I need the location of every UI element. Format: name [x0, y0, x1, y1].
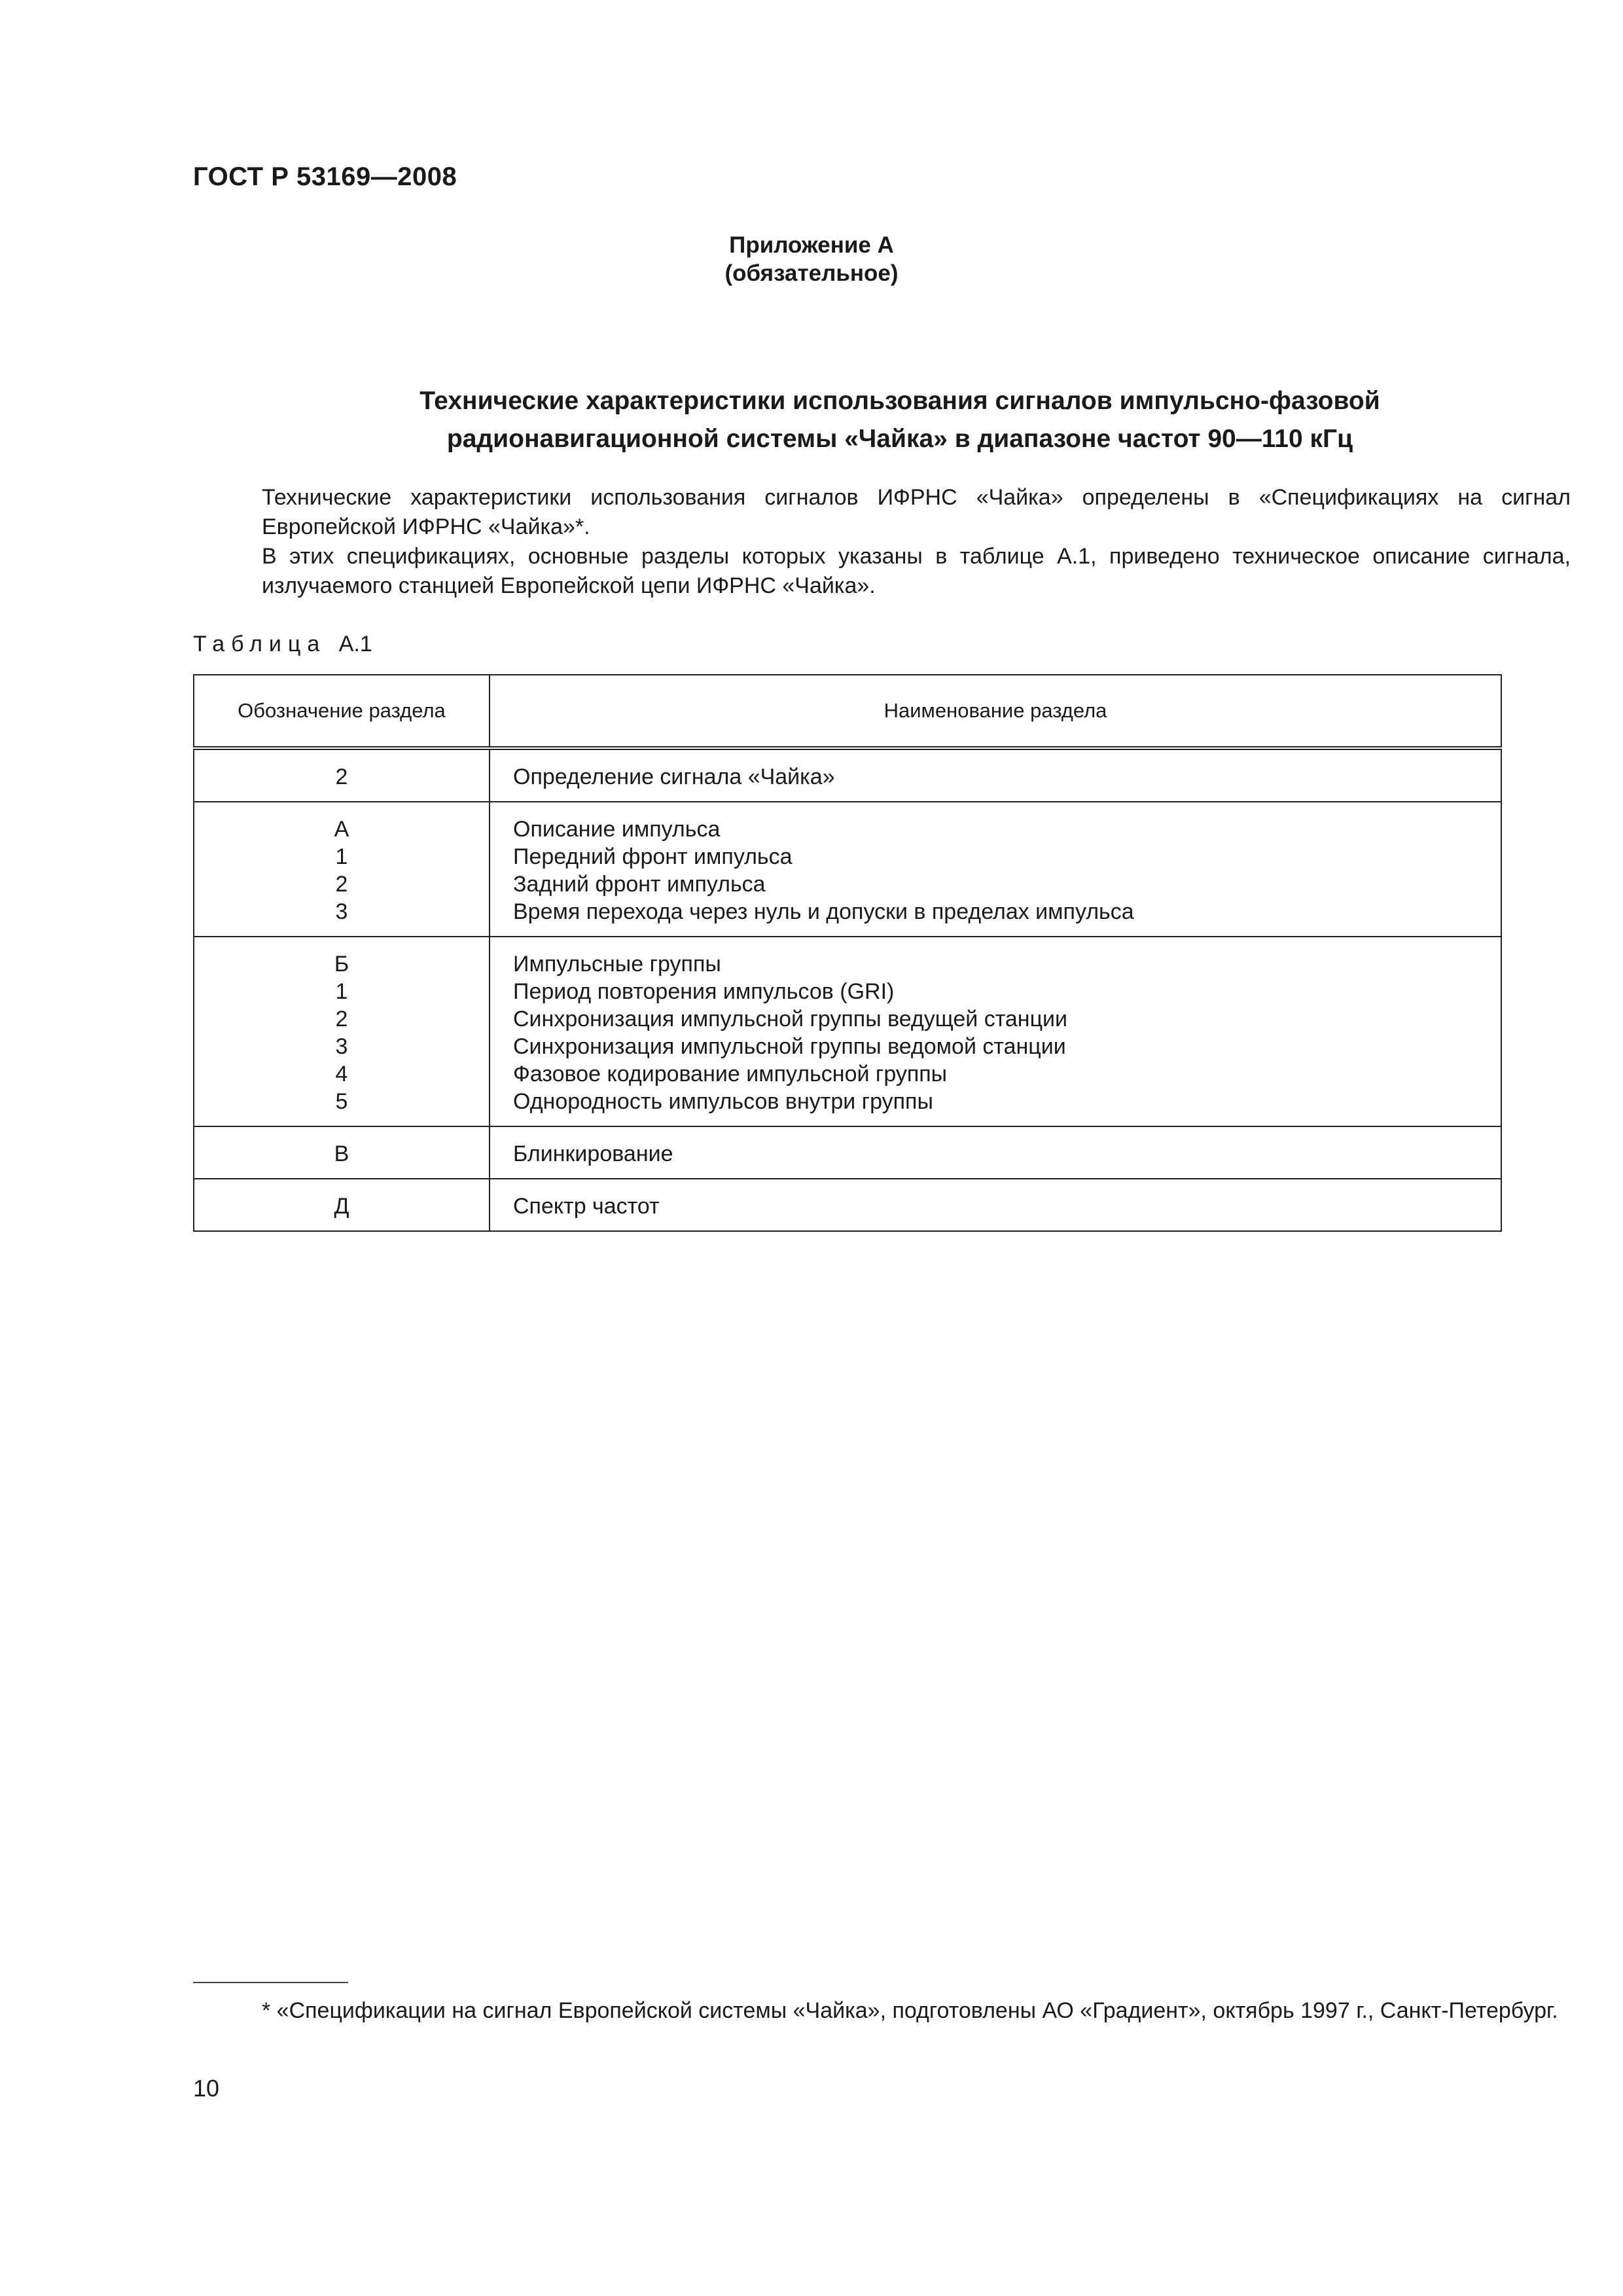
section-name-cell [490, 937, 1501, 1126]
section-name: Описание импульса [513, 817, 721, 842]
section-code: 2 [335, 764, 348, 789]
section-code-cell [194, 748, 490, 802]
footnote-divider [193, 1982, 348, 1983]
table-body [194, 748, 1501, 1231]
section-name: Задний фронт импульса [513, 872, 766, 897]
section-code: Б [334, 952, 349, 977]
header-section-code: Обозначение раздела [194, 675, 490, 748]
sections-table [193, 674, 1502, 1232]
paragraph-2: В этих спецификациях, основные разделы которых указаны в таблице А.1, приведено техническое описание сигнала, излучаемого станцией Европейской цепи ИФРНС «Чайка». [262, 544, 1571, 598]
table-caption-word: Таблица [193, 632, 327, 656]
section-name: Импульсные группы [513, 952, 721, 977]
section-code: В [334, 1141, 349, 1166]
section-name: Период повторения импульсов (GRI) [513, 979, 895, 1004]
section-code-cell [194, 802, 490, 937]
section-name-cell [490, 1126, 1501, 1179]
section-code-cell [194, 937, 490, 1126]
table-row [194, 1179, 1501, 1231]
footnote: * «Спецификации на сигнал Европейской системы «Чайка», подготовлены АО «Градиент», октябрь 1997 г., Санкт-Петербург. [262, 1998, 1558, 2023]
section-name-cell [490, 748, 1501, 802]
section-code: 2 [335, 1007, 348, 1031]
section-code: А [334, 817, 349, 842]
table-caption-number: А.1 [338, 632, 372, 656]
page-number: 10 [193, 2075, 220, 2102]
header-section-name: Наименование раздела [490, 675, 1501, 748]
section-name: Передний фронт импульса [513, 844, 793, 869]
section-code: 5 [335, 1089, 348, 1114]
section-name: Спектр частот [513, 1194, 660, 1219]
appendix-status: (обязательное) [724, 260, 899, 286]
section-name-cell [490, 1179, 1501, 1231]
table-row [194, 748, 1501, 802]
section-code: 2 [335, 872, 348, 897]
table-row [194, 937, 1501, 1126]
document-number: ГОСТ Р 53169—2008 [193, 162, 457, 191]
section-code: Д [334, 1194, 349, 1219]
section-code: 3 [335, 1034, 348, 1059]
section-code: 1 [335, 979, 348, 1004]
section-name: Блинкирование [513, 1141, 673, 1166]
section-name: Время перехода через нуль и допуски в пределах импульса [513, 899, 1134, 924]
section-name: Фазовое кодирование импульсной группы [513, 1062, 948, 1086]
section-heading [193, 382, 1607, 458]
section-code-cell [194, 1126, 490, 1179]
heading-line-2: радионавигационной системы «Чайка» в диапазоне частот 90—110 кГц [446, 425, 1353, 453]
table-caption [193, 632, 372, 657]
section-name: Синхронизация импульсной группы ведомой станции [513, 1034, 1066, 1059]
section-name: Однородность импульсов внутри группы [513, 1089, 933, 1114]
table-row [194, 1126, 1501, 1179]
table-header-row [194, 675, 1501, 748]
section-code: 1 [335, 844, 348, 869]
section-code: 3 [335, 899, 348, 924]
appendix-title: Приложение А [729, 232, 894, 258]
paragraph-1: Технические характеристики использования сигналов ИФРНС «Чайка» определены в «Спецификациях на сигнал Европейской ИФРНС «Чайка»*. [262, 485, 1571, 539]
heading-line-1: Технические характеристики использования сигналов импульсно-фазовой [419, 387, 1380, 415]
section-name: Синхронизация импульсной группы ведущей станции [513, 1007, 1068, 1031]
section-code-cell [194, 1179, 490, 1231]
section-name: Определение сигнала «Чайка» [513, 764, 835, 789]
table-row [194, 802, 1501, 937]
section-name-cell [490, 802, 1501, 937]
section-code: 4 [335, 1062, 348, 1086]
